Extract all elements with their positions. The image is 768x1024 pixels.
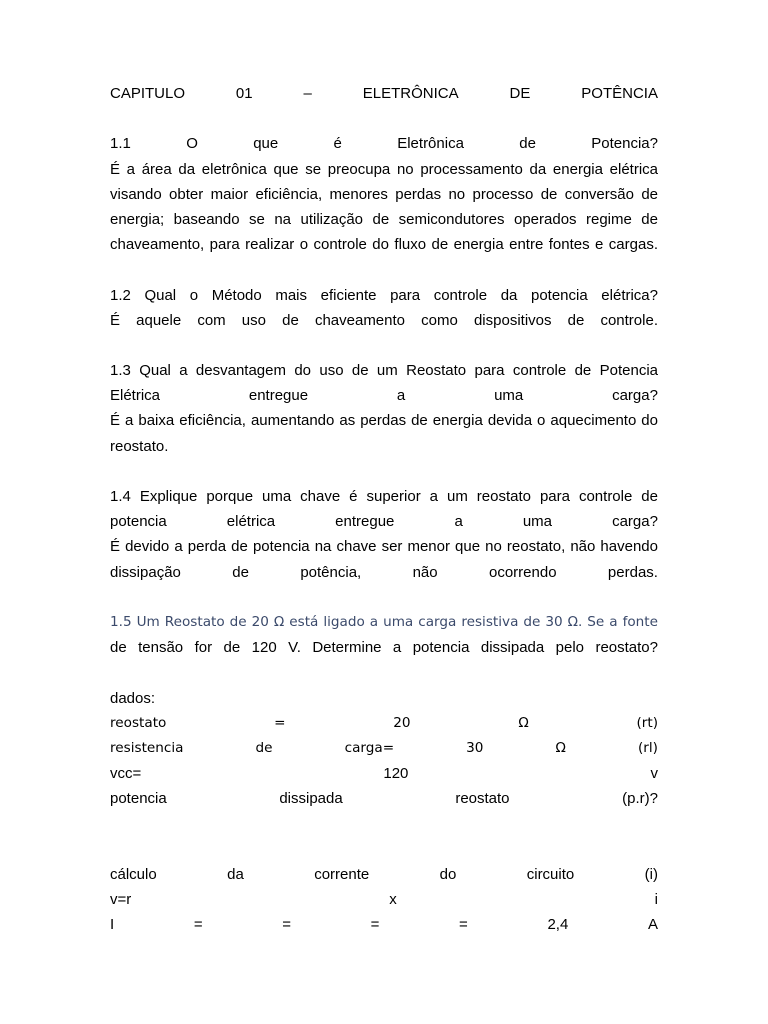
answer-1-1-line: É a área da eletrônica que se preocupa no processamento da energia elétrica (110, 160, 658, 178)
question-1-1: 1.1 O que é Eletrônica de Potencia? (110, 135, 658, 153)
dados-row-resistencia: resistencia de carga= 30 Ω (rl) (110, 739, 658, 756)
question-1-5-line2: de tensão for de 120 V. Determine a potencia dissipada pelo reostato? (110, 639, 658, 657)
answer-1-1-line: visando obter maior eficiência, menores perdas no processo de conversão de (110, 185, 658, 203)
answer-1-4: É devido a perda de potencia na chave ser menor que no reostato, não havendo (110, 538, 658, 556)
dados-row-reostato: reostato = 20 Ω (rt) (110, 714, 658, 731)
dados-row-potencia: potencia dissipada reostato (p.r)? (110, 790, 658, 808)
question-1-4: 1.4 Explique porque uma chave é superior a um reostato para controle de (110, 488, 658, 505)
question-1-4-line2: potencia elétrica entregue a uma carga? (110, 513, 658, 531)
calculo-row-result: I = = = = 2,4 A (110, 916, 658, 934)
chapter-heading: CAPITULO 01 – ELETRÔNICA DE POTÊNCIA (110, 85, 658, 102)
answer-1-1-line: energia; baseando se na utilização de semicondutores operados regime de (110, 210, 658, 228)
answer-1-2: É aquele com uso de chaveamento como dispositivos de controle. (110, 311, 658, 329)
answer-1-1-line: chaveamento, para realizar o controle do fluxo de energia entre fontes e cargas. (110, 236, 658, 254)
document-body (110, 81, 658, 937)
question-1-2: 1.2 Qual o Método mais eficiente para controle da potencia elétrica? (110, 286, 658, 304)
question-1-5: 1.5 Um Reostato de 20 Ω está ligado a uma carga resistiva de 30 Ω. Se a fonte (110, 613, 658, 630)
question-1-3-line2: Elétrica entregue a uma carga? (110, 387, 658, 405)
dados-label: dados: (110, 689, 156, 707)
answer-1-3: É a baixa eficiência, aumentando as perdas de energia devida o aquecimento do (110, 412, 658, 430)
dados-row-vcc: vcc= 120 v (110, 765, 658, 783)
calculo-row-ohm: v=r x i (110, 891, 658, 909)
answer-1-4-line2: dissipação de potência, não ocorrendo perdas. (110, 563, 658, 581)
answer-1-3-line2: reostato. (110, 437, 169, 455)
calculo-row-corrente: cálculo da corrente do circuito (i) (110, 865, 658, 883)
question-1-3: 1.3 Qual a desvantagem do uso de um Reostato para controle de Potencia (110, 362, 658, 380)
